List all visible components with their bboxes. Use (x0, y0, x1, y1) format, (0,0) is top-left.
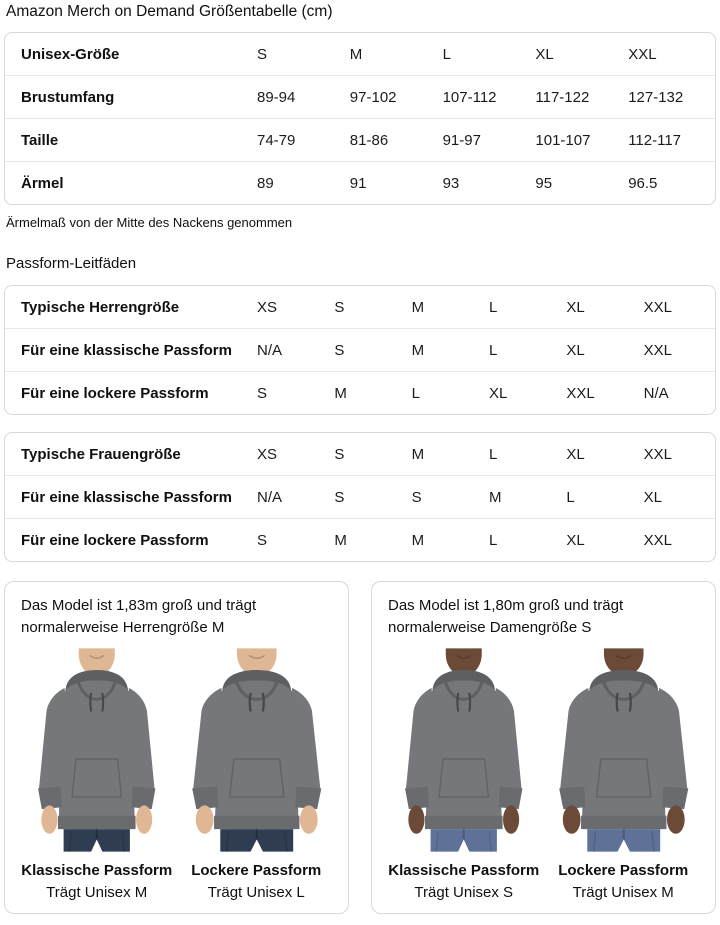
cell-value: S (334, 341, 345, 359)
cell-value: XS (257, 445, 278, 463)
table-row (5, 33, 715, 75)
cell-value: XL (488, 384, 508, 402)
cell-value: L (411, 384, 420, 402)
female-model-card (371, 581, 716, 914)
cell-value: S (257, 531, 268, 549)
cell-value: 101-107 (535, 131, 591, 149)
card-description: Das Model ist 1,83m groß und trägt normalerweise Herrengröße M (21, 597, 257, 636)
cell-value: 91-97 (442, 131, 481, 149)
cell-value: L (488, 445, 498, 463)
sleeve-measure-note: Ärmelmaß von der Mitte des Nackens genommen (6, 215, 293, 230)
cell-value: XL (566, 298, 585, 316)
fit-label: Klassische Passform (388, 862, 540, 879)
cell-value: N/A (257, 341, 283, 359)
row-label: Unisex-Größe (21, 45, 120, 63)
photo-row (21, 645, 332, 901)
cell-value: S (257, 45, 268, 63)
cell-value: 127-132 (628, 88, 684, 106)
cell-value: 107-112 (442, 88, 497, 106)
table-row (5, 328, 715, 371)
cell-value: M (411, 341, 425, 359)
photo-classic-fit-male (21, 645, 173, 901)
cell-value: M (411, 445, 425, 463)
row-label: Typische Frauengröße (21, 445, 181, 463)
photo-classic-fit-female (388, 645, 540, 901)
hoodie-model-illustration (388, 645, 540, 855)
cell-value: 97-102 (349, 88, 397, 106)
cell-value: XS (257, 298, 278, 316)
table-row (5, 518, 715, 561)
cell-value: 89 (257, 174, 274, 192)
fit-label: Lockere Passform (558, 862, 689, 879)
cell-value: 74-79 (257, 131, 296, 149)
table-row (5, 475, 715, 518)
fit-label: Lockere Passform (191, 862, 322, 879)
cell-value: L (566, 488, 575, 506)
table-row (5, 161, 715, 204)
photo-row (388, 645, 699, 901)
size-label: Trägt Unisex M (46, 884, 148, 901)
cell-value: XXL (643, 298, 672, 316)
size-label: Trägt Unisex L (207, 884, 305, 901)
cell-value: XL (566, 341, 585, 359)
row-label: Taille (21, 131, 59, 149)
womens-fit-table (4, 432, 716, 562)
photo-loose-fit-male (181, 645, 333, 901)
row-label: Typische Herrengröße (21, 298, 180, 316)
row-label: Für eine klassische Passform (21, 488, 232, 506)
cell-value: XL (566, 445, 585, 463)
cell-value: 117-122 (535, 88, 590, 106)
cell-value: XL (566, 531, 585, 549)
table-row (5, 286, 715, 328)
cell-value: S (334, 298, 345, 316)
fit-label: Klassische Passform (21, 862, 173, 879)
hoodie-model-illustration (173, 645, 340, 855)
row-label: Brustumfang (21, 88, 115, 106)
fit-guides-title: Passform-Leitfäden (6, 255, 137, 272)
cell-value: L (488, 531, 498, 549)
hoodie-model-illustration (21, 645, 173, 855)
cell-value: N/A (643, 384, 669, 402)
cell-value: N/A (257, 488, 283, 506)
unisex-size-table (4, 32, 716, 205)
cell-value: S (334, 488, 345, 506)
cell-value: 91 (349, 174, 367, 192)
cell-value: S (257, 384, 268, 402)
cell-value: XXL (628, 45, 657, 63)
cell-value: 93 (442, 174, 460, 192)
row-label: Für eine lockere Passform (21, 384, 209, 402)
cell-value: L (488, 298, 498, 316)
cell-value: 95 (535, 174, 553, 192)
hoodie-model-illustration (540, 645, 707, 855)
cell-value: XL (535, 45, 554, 63)
mens-fit-table (4, 285, 716, 415)
cell-value: M (488, 488, 502, 506)
card-description: Das Model ist 1,80m groß und trägt normalerweise Damengröße S (388, 597, 624, 636)
cell-value: 89-94 (257, 88, 296, 106)
table-row (5, 118, 715, 161)
table-row (5, 75, 715, 118)
page-title: Amazon Merch on Demand Größentabelle (cm) (6, 3, 333, 20)
cell-value: XL (643, 488, 662, 506)
cell-value: XXL (643, 531, 672, 549)
row-label: Ärmel (21, 174, 64, 192)
photo-loose-fit-female (548, 645, 700, 901)
model-cards (4, 581, 716, 914)
row-label: Für eine klassische Passform (21, 341, 232, 359)
cell-value: M (411, 298, 425, 316)
cell-value: M (411, 531, 425, 549)
cell-value: S (334, 445, 345, 463)
cell-value: S (411, 488, 422, 506)
cell-value: 96.5 (628, 174, 658, 192)
cell-value: XXL (643, 445, 672, 463)
row-label: Für eine lockere Passform (21, 531, 209, 549)
cell-value: XXL (566, 384, 595, 402)
cell-value: 112-117 (628, 131, 682, 149)
cell-value: L (488, 341, 498, 359)
size-label: Trägt Unisex S (414, 884, 514, 901)
cell-value: 81-86 (349, 131, 389, 149)
table-row (5, 371, 715, 414)
cell-value: M (334, 384, 347, 402)
size-label: Trägt Unisex M (572, 884, 674, 901)
cell-value: XXL (643, 341, 672, 359)
cell-value: M (334, 531, 347, 549)
cell-value: M (349, 45, 363, 63)
table-row (5, 433, 715, 475)
male-model-card (4, 581, 349, 914)
cell-value: L (442, 45, 451, 63)
